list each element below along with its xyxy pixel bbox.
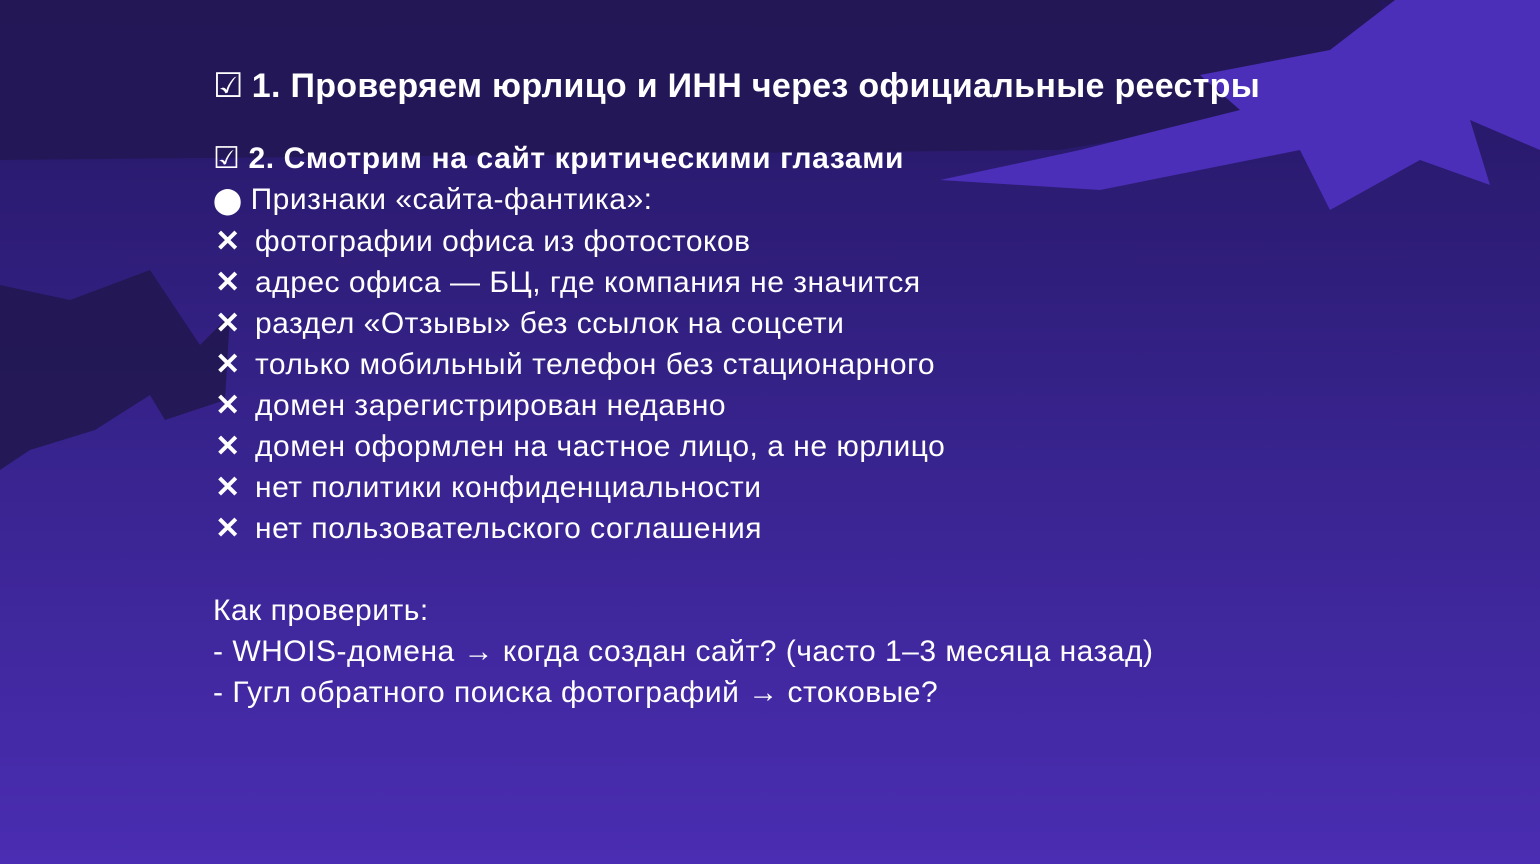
list-item: [213, 467, 1503, 508]
checkbox-icon: ☑: [213, 67, 244, 105]
list-item: [213, 385, 1503, 426]
slide-content: [213, 58, 1503, 713]
list-item: [213, 508, 1503, 549]
section-1-heading: [213, 58, 1503, 114]
circle-bullet-icon: ⬤: [213, 185, 243, 215]
section-2-heading: [213, 138, 1503, 179]
checkbox-icon: ☑: [213, 142, 241, 175]
list-item: [213, 262, 1503, 303]
signs-header: [213, 179, 1503, 221]
signs-header-text: Признаки «сайта-фантика»:: [250, 183, 653, 216]
how-to-check-item: - WHOIS-домена → когда создан сайт? (часто 1–3 месяца назад): [213, 635, 1154, 668]
cross-icon: ✕: [215, 389, 241, 422]
how-to-check-title: Как проверить:: [213, 594, 429, 627]
cross-icon: ✕: [215, 512, 241, 545]
cross-icon: ✕: [215, 471, 241, 504]
how-to-check-item: - Гугл обратного поиска фотографий → стоковые?: [213, 676, 939, 709]
list-item-text: домен зарегистрирован недавно: [255, 389, 727, 422]
cross-icon: ✕: [215, 225, 241, 258]
list-item-text: нет пользовательского соглашения: [255, 512, 762, 545]
spacer: [213, 549, 1503, 590]
list-item: [213, 426, 1503, 467]
list-item-text: раздел «Отзывы» без ссылок на соцсети: [255, 307, 845, 340]
cross-icon: ✕: [215, 266, 241, 299]
cross-icon: ✕: [215, 307, 241, 340]
signs-list: [213, 221, 1503, 549]
list-item-text: фотографии офиса из фотостоков: [255, 225, 751, 258]
list-item-text: только мобильный телефон без стационарного: [255, 348, 936, 381]
cross-icon: ✕: [215, 430, 241, 463]
list-item: [213, 221, 1503, 262]
list-item: [213, 303, 1503, 344]
section-1-title: 1. Проверяем юрлицо и ИНН через официальные реестры: [251, 67, 1261, 105]
list-item-text: домен оформлен на частное лицо, а не юрлицо: [255, 430, 946, 463]
cross-icon: ✕: [215, 348, 241, 381]
list-item: [213, 344, 1503, 385]
section-2-title: 2. Смотрим на сайт критическими глазами: [248, 142, 905, 175]
list-item-text: нет политики конфиденциальности: [255, 471, 762, 504]
list-item-text: адрес офиса — БЦ, где компания не значится: [255, 266, 921, 299]
